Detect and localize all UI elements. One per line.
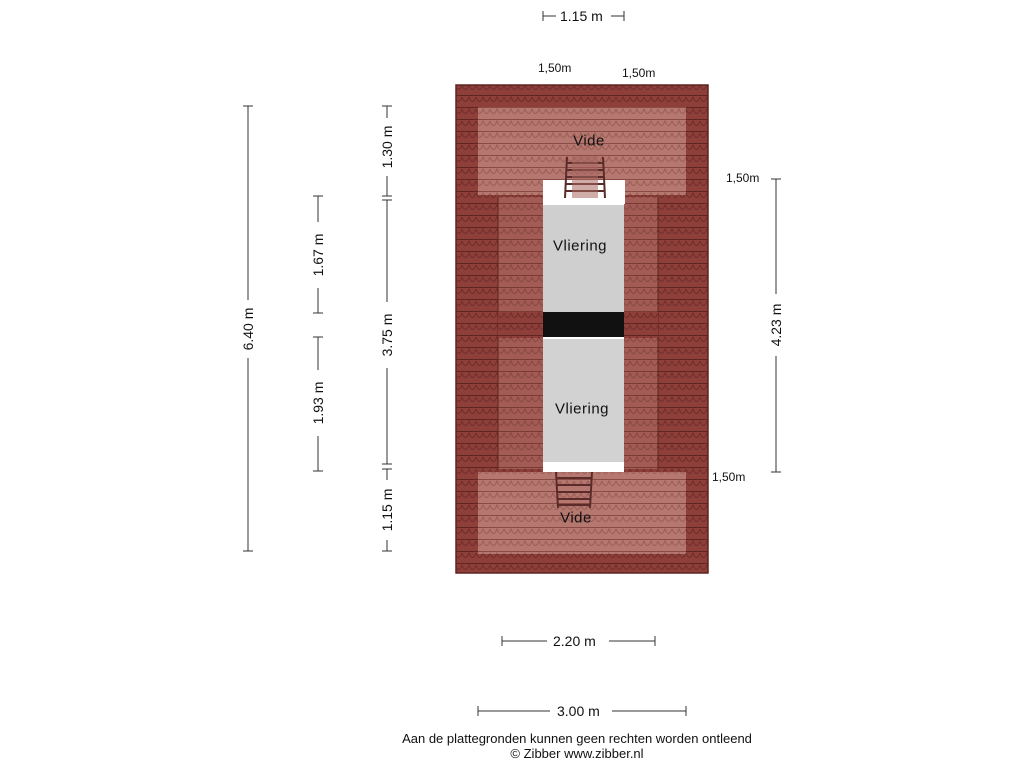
dim-left-lower: 1.93 m bbox=[310, 379, 326, 428]
beam bbox=[543, 312, 624, 338]
room-vide-bottom: Vide bbox=[560, 509, 592, 527]
opening-bottom bbox=[543, 462, 624, 472]
dim-top-left-slope: 1,50m bbox=[538, 61, 572, 75]
dim-outer-width: 3.00 m bbox=[557, 703, 600, 719]
footer-disclaimer: Aan de plattegronden kunnen geen rechten worden ontleend bbox=[402, 731, 752, 746]
dim-total-height: 6.40 m bbox=[240, 305, 256, 354]
dim-right-slope-top: 1,50m bbox=[726, 171, 760, 185]
dim-top-right-slope: 1,50m bbox=[622, 66, 656, 80]
room-vliering-top: Vliering bbox=[552, 237, 608, 255]
dim-mid-top: 1.30 m bbox=[379, 123, 395, 172]
dim-mid-center: 3.75 m bbox=[379, 311, 395, 360]
dim-mid-bottom: 1.15 m bbox=[379, 486, 395, 535]
dim-left-upper: 1.67 m bbox=[310, 231, 326, 280]
dim-inner-width: 2.20 m bbox=[553, 633, 596, 649]
dim-top-width: 1.15 m bbox=[560, 8, 603, 24]
dim-right-slope-bottom: 1,50m bbox=[712, 470, 746, 484]
vliering-top-floor bbox=[543, 204, 624, 314]
room-vliering-bottom: Vliering bbox=[554, 400, 610, 418]
footer-copyright: © Zibber www.zibber.nl bbox=[510, 746, 644, 761]
dim-right-height: 4.23 m bbox=[768, 301, 784, 350]
room-vide-top: Vide bbox=[573, 132, 605, 150]
